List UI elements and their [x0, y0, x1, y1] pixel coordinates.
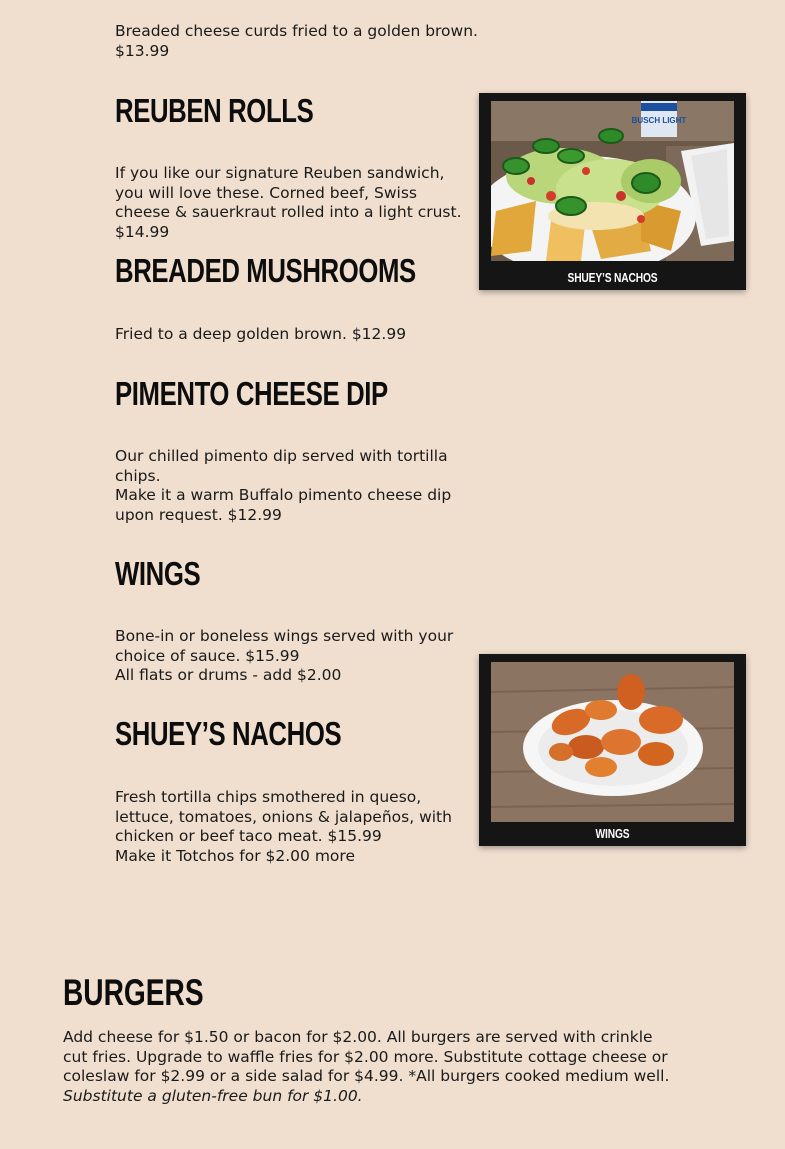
- description-line: Make it Totchos for $2.00 more: [115, 846, 355, 865]
- can-label: BUSCH LIGHT: [631, 116, 687, 125]
- description-line: Fried to a deep golden brown. $12.99: [115, 325, 407, 343]
- gluten-free-note: Substitute a gluten-free bun for $1.00.: [63, 1086, 363, 1105]
- description-line: Make it a warm Buffalo pimento cheese dip upon request. $12.99: [115, 486, 452, 524]
- section-description-burgers: [63, 1028, 673, 1106]
- photo-caption: SHUEY’S NACHOS: [567, 271, 658, 285]
- nachos-photo[interactable]: [491, 101, 734, 261]
- item-title-reuben-rolls: REUBEN ROLLS: [115, 92, 314, 129]
- photo-caption: WINGS: [595, 827, 630, 841]
- nachos-image: [491, 101, 734, 261]
- description-line: Breaded cheese curds fried to a golden brown.: [115, 22, 478, 40]
- description-line: Fresh tortilla chips smothered in queso, lettuce, tomatoes, onions & jalapeños, with chicken or beef taco meat. $15.99: [115, 788, 452, 845]
- burgers-description: Add cheese for $1.50 or bacon for $2.00. All burgers are served with crinkle cut fries. Upgrade to waffle fries for $2.00 more. Substitute cottage cheese or coleslaw for $2.99 or a side salad for $4.99. *All burgers cooked medium well.: [63, 1028, 670, 1085]
- description-line: $13.99: [115, 41, 170, 60]
- description-line: Our chilled pimento dip served with tortilla chips.: [115, 447, 448, 485]
- item-title-breaded-mushrooms: BREADED MUSHROOMS: [115, 252, 416, 289]
- section-title-burgers: BURGERS: [63, 972, 204, 1013]
- item-title-pimento-cheese-dip: PIMENTO CHEESE DIP: [115, 375, 388, 412]
- wings-photo[interactable]: [491, 662, 734, 822]
- item-description-reuben-rolls: [115, 164, 475, 242]
- photo-card-wings[interactable]: [479, 654, 746, 846]
- item-title-wings: WINGS: [115, 555, 201, 592]
- item-description-pimento-cheese-dip: [115, 447, 485, 525]
- cheese-curds-description: [115, 22, 485, 61]
- photo-card-nachos[interactable]: [479, 93, 746, 290]
- description-line: If you like our signature Reuben sandwich, you will love these. Corned beef, Swiss cheese & sauerkraut rolled into a light crust. $14.99: [115, 164, 462, 241]
- item-description-breaded-mushrooms: [115, 325, 485, 345]
- item-description-wings: [115, 627, 485, 686]
- description-line: All flats or drums - add $2.00: [115, 666, 342, 684]
- wings-image: [491, 662, 734, 822]
- item-title-shueys-nachos: SHUEY’S NACHOS: [115, 715, 342, 752]
- description-line: Bone-in or boneless wings served with your choice of sauce. $15.99: [115, 627, 454, 665]
- item-description-shueys-nachos: [115, 788, 475, 866]
